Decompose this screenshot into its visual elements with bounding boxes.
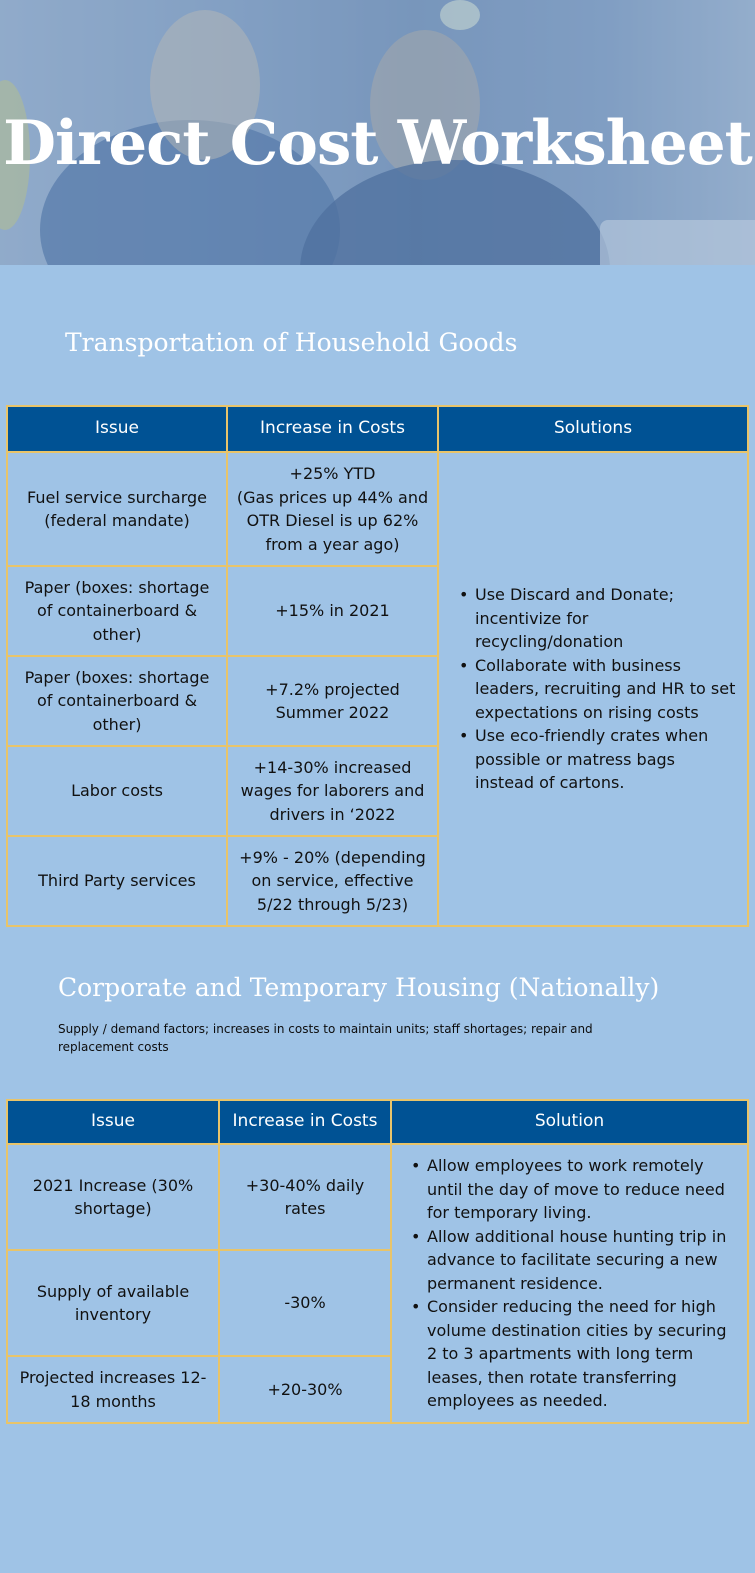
increase-cell: +20-30% [219,1356,391,1423]
table-row [7,452,748,566]
section-title-housing: Corporate and Temporary Housing (Nationally) [58,973,660,1002]
solution-item: • Allow employees to work remotely until the day of move to reduce need for temporary living. [409,1154,739,1225]
solutions-list [457,583,739,795]
issue-cell: Fuel service surcharge (federal mandate) [7,452,227,566]
issue-cell: Paper (boxes: shortage of containerboard & other) [7,566,227,656]
increase-cell: +30-40% daily rates [219,1144,391,1250]
solutions-cell [391,1144,748,1423]
issue-cell: Projected increases 12-18 months [7,1356,219,1423]
solution-item: • Consider reducing the need for high volume destination cities by securing 2 to 3 apartments with long term leases, then rotate transferring employees as needed. [409,1295,739,1413]
issue-cell: Labor costs [7,746,227,836]
housing-table [6,1099,749,1424]
increase-cell: +15% in 2021 [227,566,438,656]
solution-item: • Allow additional house hunting trip in advance to facilitate securing a new permanent residence. [409,1225,739,1296]
issue-cell: 2021 Increase (30% shortage) [7,1144,219,1250]
increase-cell: +7.2% projected Summer 2022 [227,656,438,746]
column-header-increase: Increase in Costs [219,1100,391,1144]
table-header-row [7,1100,748,1144]
solution-item: • Use eco-friendly crates when possible or matress bags instead of cartons. [457,724,739,795]
table-row [7,1144,748,1250]
solution-item: • Use Discard and Donate; incentivize for recycling/donation [457,583,739,654]
section-description: Supply / demand factors; increases in costs to maintain units; staff shortages; repair and replacement costs [58,1022,593,1054]
table-header-row [7,406,748,452]
column-header-increase: Increase in Costs [227,406,438,452]
hero-banner [0,0,755,265]
increase-cell: +14-30% increased wages for laborers and drivers in ‘2022 [227,746,438,836]
issue-cell: Supply of available inventory [7,1250,219,1356]
column-header-issue: Issue [7,406,227,452]
solutions-cell [438,452,748,926]
issue-cell: Paper (boxes: shortage of containerboard & other) [7,656,227,746]
column-header-issue: Issue [7,1100,219,1144]
page-title: Direct Cost Worksheet [3,108,752,179]
solutions-list [409,1154,739,1413]
increase-cell: -30% [219,1250,391,1356]
transportation-table [6,405,749,927]
column-header-solutions: Solutions [438,406,748,452]
column-header-solution: Solution [391,1100,748,1144]
solution-item: • Collaborate with business leaders, recruiting and HR to set expectations on rising costs [457,654,739,725]
increase-cell: +9% - 20% (depending on service, effective 5/22 through 5/23) [227,836,438,926]
increase-cell: +25% YTD (Gas prices up 44% and OTR Diesel is up 62% from a year ago) [227,452,438,566]
issue-cell: Third Party services [7,836,227,926]
section-title-transportation: Transportation of Household Goods [65,328,518,357]
